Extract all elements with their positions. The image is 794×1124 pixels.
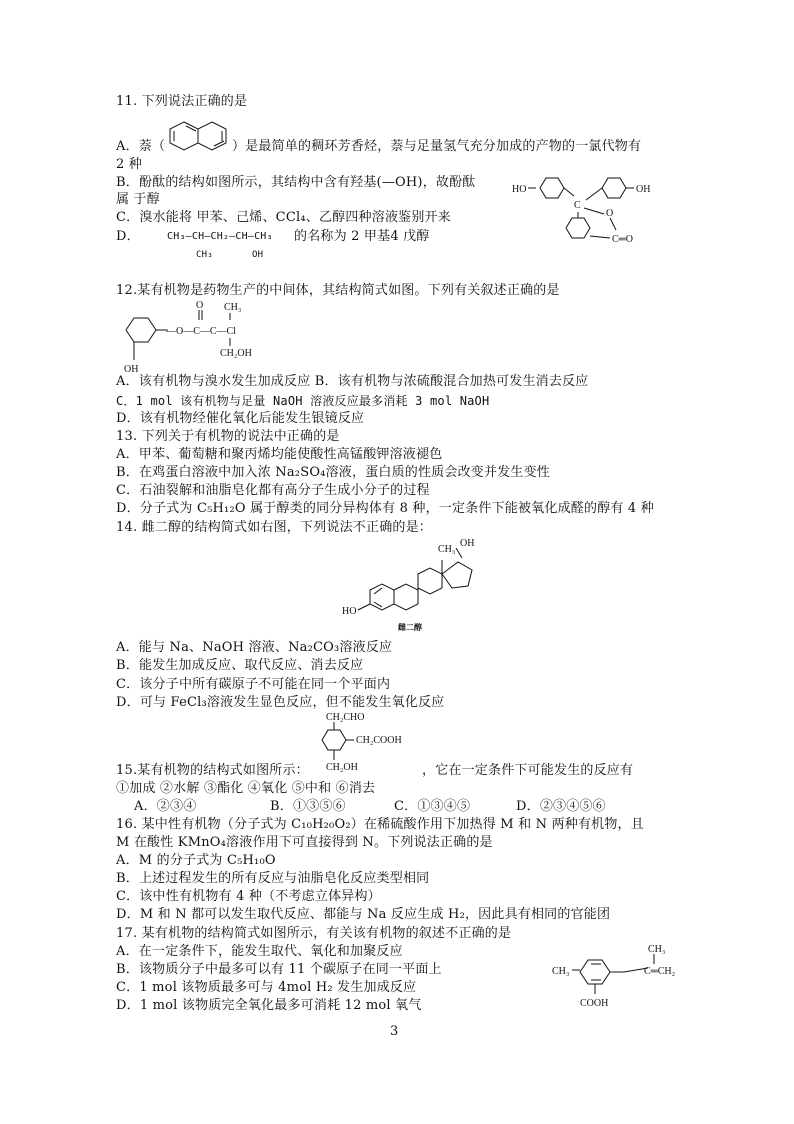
q11-d-sub-ch3: CH₃: [196, 250, 213, 260]
page-number: 3: [390, 1024, 399, 1039]
q17-stem: 17. 某有机物的结构简式如图所示，有关该有机物的叙述不正确的是: [116, 926, 512, 941]
q15-items: ①加成 ②水解 ③酯化 ④氧化 ⑤中和 ⑥消去: [116, 781, 376, 796]
svg-text:C: C: [574, 200, 581, 211]
q11-option-d-label: D．: [116, 229, 140, 244]
q11-option-d-text: 的名称为 2 甲基4 戊醇: [294, 229, 430, 244]
svg-text:O: O: [196, 300, 204, 311]
svg-text:CH₂OH: CH₂OH: [326, 762, 358, 773]
naphthalene-structure: [168, 116, 230, 156]
svg-text:CH₃: CH₃: [648, 944, 666, 955]
q15-stem: 15.某有机物的结构式如图所示：: [116, 763, 309, 778]
svg-text:CH₃: CH₃: [438, 544, 456, 555]
q17-option-a: A．在一定条件下，能发生取代、氧化和加聚反应: [116, 944, 403, 959]
q15-option-d: D．②③④⑤⑥: [516, 799, 606, 814]
svg-text:CH₂CHO: CH₂CHO: [326, 712, 365, 723]
q16-stem-cont: M 在酸性 KMnO₄溶液作用下可直接得到 N。下列说法正确的是: [116, 835, 493, 850]
q15-option-b: B．①③⑤⑥: [270, 799, 346, 814]
q13-option-a: A．甲苯、葡萄糖和聚丙烯均能使酸性高锰酸钾溶液褪色: [116, 447, 443, 462]
q11-option-c: C．溴水能将 甲苯、己烯、CCl₄、乙醇四种溶液鉴别开来: [116, 210, 451, 225]
svg-text:C═CH₂: C═CH₂: [644, 966, 676, 977]
q13-option-c: C．石油裂解和油脂皂化都有高分子生成小分子的过程: [116, 483, 430, 498]
svg-text:C═O: C═O: [612, 234, 633, 245]
q14-option-a: A．能与 Na、NaOH 溶液、Na₂CO₃溶液反应: [116, 640, 393, 655]
estradiol-structure: [342, 536, 492, 636]
svg-text:CH₃: CH₃: [224, 302, 242, 313]
phenolphthalein-structure: [512, 170, 662, 260]
q17-option-c: C．1 mol 该物质最多可与 4mol H₂ 发生加成反应: [116, 980, 417, 995]
q12-stem: 12.某有机物是药物生产的中间体，其结构简式如图。下列有关叙述正确的是: [116, 283, 560, 298]
q12-option-a-b: A．该有机物与溴水发生加成反应 B．该有机物与浓硫酸混合加热可发生消去反应: [116, 374, 589, 389]
q17-structure: [552, 940, 692, 1012]
svg-text:COOH: COOH: [580, 998, 609, 1009]
svg-text:CH₃: CH₃: [552, 966, 570, 977]
q11-option-b: B．酚酞的结构如图所示，其结构中含有羟基(—OH)，故酚酞: [116, 175, 476, 190]
q15-stem-right: ，它在一定条件下可能发生的反应有: [422, 763, 634, 778]
q11-option-a-cont: 2 种: [116, 157, 143, 172]
q13-option-b: B．在鸡蛋白溶液中加入浓 Na₂SO₄溶液，蛋白质的性质会改变并发生变性: [116, 465, 550, 480]
q14-option-d: D．可与 FeCl₃溶液发生显色反应，但不能发生氧化反应: [116, 695, 445, 710]
q12-option-c: C．1 mol 该有机物与足量 NaOH 溶液反应最多消耗 3 mol NaOH: [116, 394, 490, 408]
q16-option-c: C．该中性有机物有 4 种（不考虑立体异构）: [116, 889, 381, 904]
q12-option-d: D．该有机物经催化氧化后能发生银镜反应: [116, 411, 365, 426]
q13-option-d: D．分子式为 C₅H₁₂O 属于醇类的同分异构体有 8 种，一定条件下能被氧化成醛的醇有 4 种: [116, 501, 654, 516]
q17-option-b: B．该物质分子中最多可以有 11 个碳原子在同一平面上: [116, 962, 442, 977]
svg-text:O: O: [606, 208, 614, 219]
q12-structure: [116, 298, 286, 378]
q11-option-a-text: ）是最简单的稠环芳香烃，萘与足量氢气充分加成的产物的一氯代物有: [232, 139, 642, 154]
q17-option-d: D．1 mol 该物质完全氧化最多可消耗 12 mol 氧气: [116, 998, 422, 1013]
q16-option-a: A．M 的分子式为 C₅H₁₀O: [116, 853, 276, 868]
svg-text:—O—C—C—Cl: —O—C—C—Cl: [166, 326, 237, 337]
q16-option-b: B．上述过程发生的所有反应与油脂皂化反应类型相同: [116, 871, 430, 886]
svg-text:CH₂COOH: CH₂COOH: [356, 735, 402, 746]
q11-option-a-prefix: A．萘（: [116, 139, 166, 154]
q14-option-c: C．该分子中所有碳原子不可能在同一个平面内: [116, 677, 391, 692]
svg-text:雌二醇: 雌二醇: [398, 623, 422, 632]
svg-text:OH: OH: [124, 364, 139, 375]
q11-d-formula: CH₃—CH—CH₂—CH—CH₃: [167, 231, 273, 242]
q11-stem: 11. 下列说法正确的是: [116, 94, 248, 109]
q14-stem: 14. 雌二醇的结构简式如右图，下列说法不正确的是：: [116, 520, 433, 535]
svg-text:HO: HO: [342, 606, 357, 617]
q11-d-sub-oh: OH: [252, 250, 264, 260]
q15-option-a: A．②③④: [134, 799, 197, 814]
q14-option-b: B．能发生加成反应、取代反应、消去反应: [116, 658, 364, 673]
svg-text:OH: OH: [460, 538, 475, 549]
q13-stem: 13. 下列关于有机物的说法中正确的是: [116, 429, 340, 444]
svg-text:OH: OH: [636, 184, 651, 195]
q15-option-c: C．①③④⑤: [394, 799, 471, 814]
svg-text:CH₂OH: CH₂OH: [220, 348, 252, 359]
q16-option-d: D．M 和 N 都可以发生取代反应、都能与 Na 反应生成 H₂，因此具有相同的官能团: [116, 907, 611, 922]
svg-text:HO: HO: [512, 184, 527, 195]
q16-stem: 16. 某中性有机物（分子式为 C₁₀H₂₀O₂）在稀硫酸作用下加热得 M 和 N 两种有机物，且: [116, 817, 644, 832]
q11-option-b-cont: 属 于醇: [116, 192, 160, 207]
